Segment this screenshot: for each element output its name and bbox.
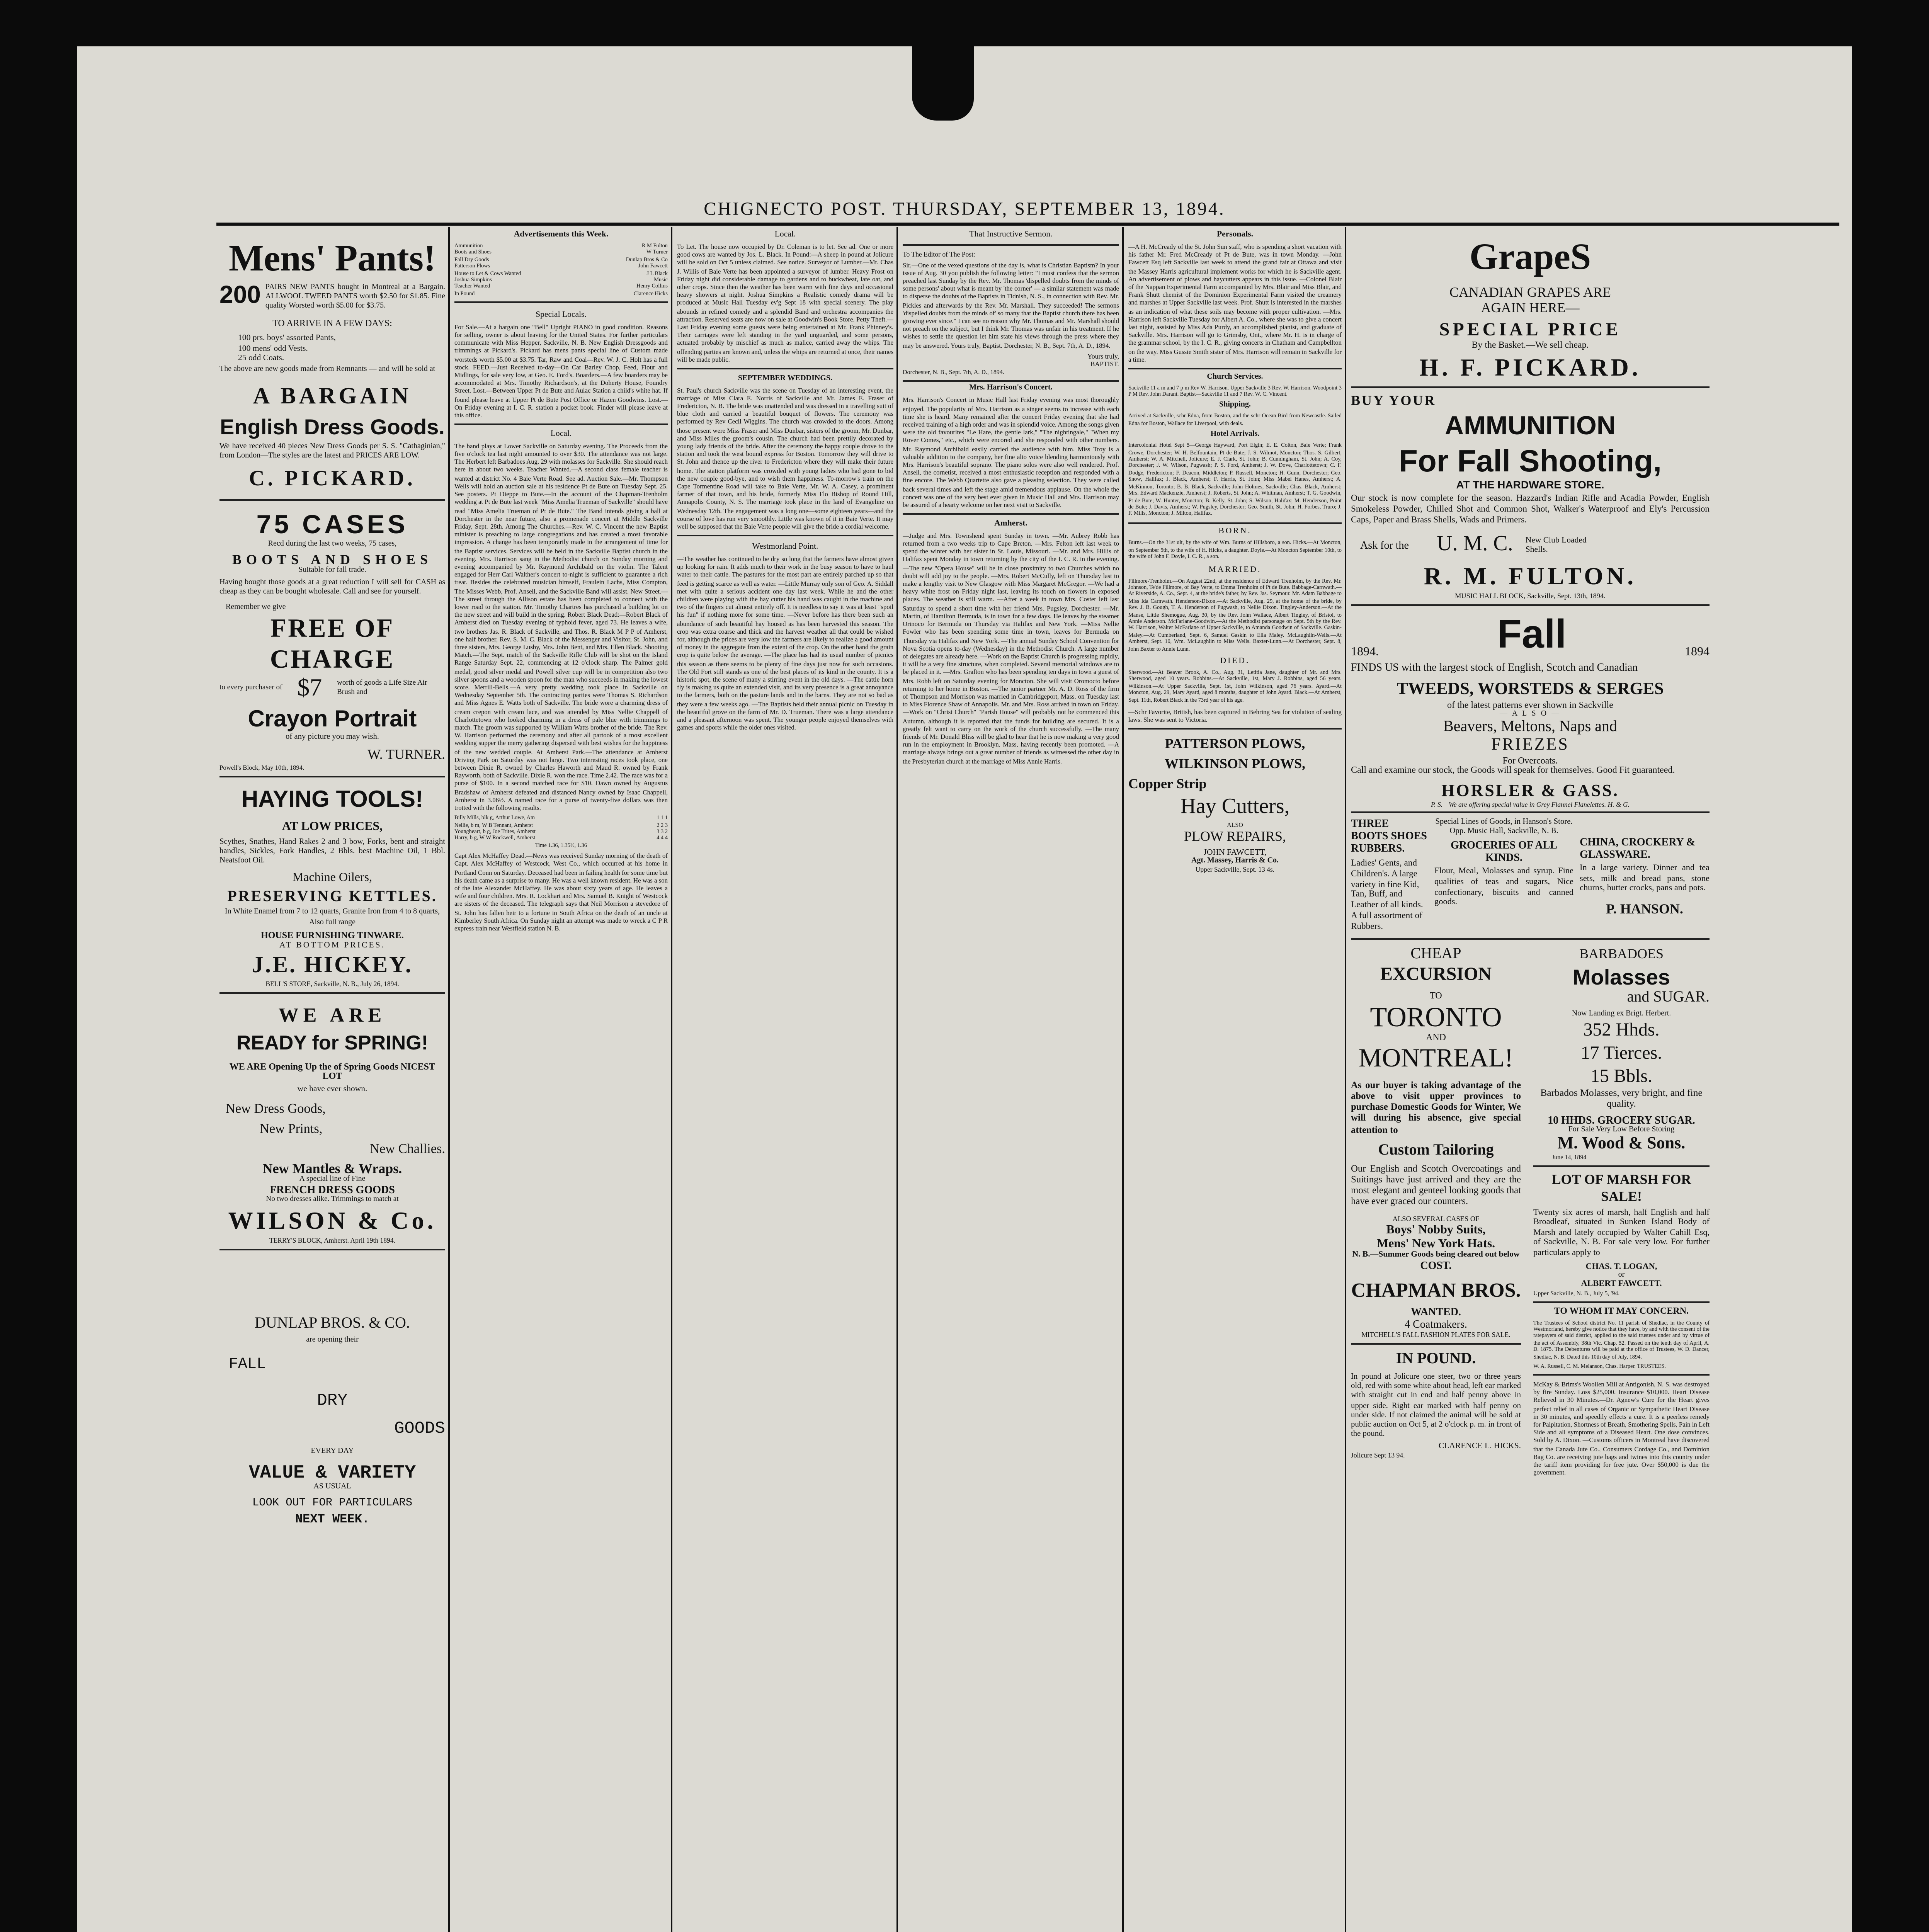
boots-sub: Suitable for fall trade. [298, 566, 366, 575]
ad-advertiser: John Fawcett [638, 263, 668, 269]
local-title: Local. [550, 429, 572, 439]
ever-shown: we have ever shown. [297, 1085, 367, 1094]
ad-name: Joshua Simpkins [454, 277, 492, 283]
local-title: Local. [774, 230, 796, 240]
trustees: W. A. Russell, C. M. Melanson, Chas. Harper. TRUSTEES. [1533, 1363, 1666, 1369]
married-title: MARRIED. [1208, 565, 1262, 575]
pickard-name: C. PICKARD. [249, 468, 416, 491]
special-locals-title: Special Locals. [536, 310, 587, 320]
ads-list [454, 243, 668, 297]
ad-row [454, 284, 668, 291]
custom-tailoring: Custom Tailoring [1378, 1141, 1494, 1159]
race-row [454, 822, 668, 829]
in-pound-title: IN POUND. [1396, 1350, 1476, 1368]
horse-heats: 4 4 4 [657, 835, 668, 842]
copper-strip: Copper Strip [1128, 776, 1207, 792]
arrive-title: TO ARRIVE IN A FEW DAYS: [272, 320, 392, 330]
also-label: — A L S O — [1499, 711, 1561, 719]
race-results [454, 815, 668, 849]
ads-title: Advertisements this Week. [514, 230, 609, 240]
machine-oilers: Machine Oilers, [292, 871, 373, 885]
tailoring-text: Our English and Scotch Overcoatings and Suitings have just arrived and they are the most elegant and genteel looking goods that have ever graced our counters. [1351, 1163, 1521, 1208]
weddings-title: SEPTEMBER WEDDINGS. [738, 375, 833, 383]
kettles-text: In White Enamel from 7 to 12 quarts, Granite Iron from 4 to 8 quarts, Also full range [225, 909, 440, 927]
divider [1533, 1301, 1710, 1302]
cases-sub: Recd during the last two weeks, 75 cases, [268, 540, 397, 548]
wilkinson-plows: WILKINSON PLOWS, [1164, 756, 1306, 772]
ad-advertiser: R M Fulton [641, 243, 668, 249]
toronto-label: TORONTO [1370, 1001, 1502, 1032]
died-title: DIED. [1220, 657, 1250, 667]
church-text: Sackville 11 a m and 7 p m Rev W. Harrison. Upper Sackville 3 Rev. W. Harrison. Woodpoint 3 P M Rev. John Darant. Baptist—Sackville 11 and 7 Rev. W. C. Vincent. [1128, 384, 1342, 398]
divider [219, 775, 445, 777]
hotel-title: Hotel Arrivals. [1210, 432, 1260, 440]
race-row [454, 815, 668, 822]
for-fall-shooting: For Fall Shooting, [1399, 445, 1662, 480]
ad-row [454, 263, 668, 270]
pound-text: In pound at Jolicure one steer, two or three years old, red with some white about head, left ear marked with straight cut in end and half penny above in upper side. Right ear marked with half penny on under side. If not claimed the animal will be sold at public auction on Oct 5, at 2 o'clock p. m. in front of the pound. [1351, 1372, 1521, 1439]
call-examine: Call and examine our stock, the Goods will speak for themselves. Good Fit guaranteed. [1351, 766, 1675, 776]
ad-name: In Pound [454, 290, 475, 297]
boots-text: Having bought those goods at a great reduction I will sell for CASH as cheap as they can be bought wholesale. Call and see for yourself. [219, 579, 445, 596]
tweeds-headline: TWEEDS, WORSTEDS & SERGES [1397, 680, 1664, 699]
hicks-name: CLARENCE L. HICKS. [1438, 1442, 1521, 1452]
china-column [1580, 818, 1710, 933]
new-challies: New Challies. [370, 1141, 445, 1156]
horse-name: Harry, b g, W W Rockwell, Amherst [454, 835, 536, 842]
ad-advertiser: Henry Collins [636, 283, 668, 290]
column-rule [448, 227, 449, 1932]
born-title: BORN. [1218, 527, 1252, 537]
barbadoes: BARBADOES [1579, 945, 1664, 961]
tierces-count: 17 Tierces. [1580, 1041, 1662, 1063]
now-landing: Now Landing ex Brigt. Herbert. [1572, 1010, 1671, 1018]
as-usual: AS USUAL [313, 1484, 351, 1492]
divider [1351, 604, 1710, 605]
signer: BAPTIST. [1090, 360, 1119, 368]
ad-name: Patterson Plows [454, 263, 490, 269]
coatmakers: 4 Coatmakers. [1405, 1318, 1467, 1331]
cost-label: COST. [1420, 1259, 1452, 1272]
sign-date: Dorchester, N. B., Sept. 7th, A. D., 1894. [903, 367, 1004, 376]
ad-advertiser: J L Black [646, 270, 668, 276]
horse-name: Youngheart, b g, Joe Trites, Amherst [454, 828, 536, 835]
to-editor: To The Editor of The Post: [903, 250, 975, 258]
hay-cutters: Hay Cutters, [1180, 796, 1290, 820]
excursion-label: EXCURSION [1380, 962, 1492, 984]
opening-line: WE ARE Opening Up the of Spring Goods NICEST LOT [229, 1063, 435, 1082]
divider [454, 424, 668, 425]
ad-name: Fall Dry Goods [454, 256, 489, 263]
ask-for: Ask for the [1360, 539, 1409, 551]
column-2 [454, 229, 668, 1932]
year-right: 1894 [1684, 644, 1710, 658]
fawcett-name: JOHN FAWCETT, [1203, 849, 1267, 859]
ad-name: Boots and Shoes [454, 249, 492, 256]
column-rule [1345, 227, 1346, 1932]
arrive-item: 25 odd Coats. [238, 354, 284, 364]
wood-date: June 14, 1894 [1552, 1152, 1587, 1160]
horsler-ps: P. S.—We are offering special value in Grey Flannel Flanelettes. H. & G. [1431, 800, 1630, 808]
low-prices: AT LOW PRICES, [282, 819, 383, 833]
value-variety: VALUE & VARIETY [248, 1462, 416, 1484]
column-1 [219, 229, 445, 1932]
shipping-text: Arrived at Sackville, schr Edna, from Boston, and the schr Ocean Bird from Newcastle. Sailed Edna for Boston, Wallace for Liverpool, with deals. [1128, 413, 1342, 427]
divider [1128, 368, 1342, 369]
bargain-headline: A BARGAIN [253, 384, 412, 409]
ad-row [454, 243, 668, 250]
year-left: 1894. [1351, 644, 1379, 658]
look-out: LOOK OUT FOR PARTICULARS [252, 1498, 413, 1510]
for-overcoats: For Overcoats. [1502, 757, 1558, 767]
or-label: or [1618, 1271, 1625, 1279]
horse-name: Billy Mills, blk g, Arthur Lowe, Am [454, 815, 535, 821]
ad-row [454, 256, 668, 263]
weddings-text: St. Paul's church Sackville was the scene on Tuesday of an interesting event, the marriage of Miss Clara E. Norris of Sackville and Mr. James E. Fraser of Fredericton, N. B. The bride was unattended and was dressed in a travelling suit of blue cloth and carried a beautiful bouquet of flowers. The ceremony was performed by Rev Cecil Wiggins. The church was crowded to the doors. Among those present were Miss Fraser and Miss Dunbar, sisters of the groom, Mr. Dunbar, and Miss Miles the groom's cousin. The church had been prettily decorated by young lady friends of the bride. After the ceremony the happy couple drove to the station and took the west bound express for Boston. Tomorrow they will drive to St. John and thence up the river to Fredericton where they will make their future home. The station platform was crowded with young ladies who had gone to bid the new couple good-bye, and to wish them happiness. To-morrow's train on the Cape Tormentine Road will take to Baie Verte, Mr. W. A. Casey, a prominent farmer of that town, and his bride, formerly Miss Flo Bishop of Round Hill, Annapolis County, N. S. The marriage took place in the land of Evangeline on Wednesday 12th. The engagement was a long one—some eighteen years—and the course of love has run very smoothly. Little was known of it in Baie Verte. It may well be supposed that the Baie Verte people will give the bride a cordial welcome. [677, 386, 893, 531]
fall-word: FALL [229, 1357, 266, 1374]
marsh-text: Twenty six acres of marsh, half English and half Broadleaf, situated in Sunken Island Body of Marsh and lately occupied by Walter Cahill Esq, of Sackville, N. B. For sale very low. For further particulars apply to [1533, 1208, 1710, 1258]
haying-tools: HAYING TOOLS! [241, 786, 424, 813]
mitchell-plates: MITCHELL'S FALL FASHION PLATES FOR SALE. [1361, 1330, 1511, 1338]
excursion-ad [1351, 946, 1521, 1477]
personals-title: Personals. [1216, 230, 1253, 240]
column-6 [1351, 229, 1710, 1932]
turner-name: W. TURNER. [367, 746, 445, 762]
new-club: New Club Loaded Shells. [1525, 536, 1587, 554]
ammo-text: Our stock is now complete for the season. Hazzard's Indian Rifle and Acadia Powder, English Smokeless Powder, Chilled Shot and Common Shot, Walker's Waterproof and Ely's Percussion Caps, Paper and Brass Shells, Wads and Primers. [1351, 495, 1710, 526]
hf-pickard: H. F. PICKARD. [1419, 355, 1641, 382]
finds-us: FINDS US with the largest stock of English, Scotch and Canadian [1351, 661, 1638, 674]
marsh-headline: LOT OF MARSH FOR SALE! [1551, 1171, 1691, 1204]
divider [677, 368, 893, 369]
arrive-item: 100 mens' odd Vests. [238, 344, 308, 354]
fulton-name: R. M. FULTON. [1424, 563, 1637, 590]
ad-advertiser: Clarence Hicks [633, 290, 668, 297]
canadian-grapes: CANADIAN GRAPES ARE [1449, 284, 1611, 300]
buy-your: BUY YOUR [1351, 393, 1436, 408]
sermon-text: Sir,—One of the vexed questions of the day is, what is Christian Baptism? In your issue of Aug. 30 you publish the following letter: "I must confess that the sermon preached last Sunday by the Rev. Mr. Thomas 'dispelled doubts from the minds of some persons' about what is meant by 'the corner' — a similar statement was made to disperse the doubts of the Baptists in Tidnish, N. S., in connection with Rev. Mr. Pickles and afterwards by the Rev. Mr. Marshall. They succeeded! The sermons 'dispelled doubts from the minds of' so many that the Baptist church there has been growing ever since." I can see no reason why Mr. Thomas and Mr. Marshall should not preach on the subject, but I think Mr. Thomas was unfair in his treatment. If he wishes to settle the question let him state his views through the press where they may be answered. Yours truly, Baptist. Dorchester, N. B., Sept. 7th, A. D., 1894. [903, 260, 1119, 349]
fawcett-date: Upper Sackville, Sept. 13 4s. [1195, 866, 1275, 874]
right-subcolumn [1533, 946, 1710, 1477]
ammunition-headline: AMMUNITION [1445, 411, 1616, 441]
divider [1533, 1374, 1710, 1375]
wood-sons: M. Wood & Sons. [1557, 1134, 1686, 1153]
race-row [454, 835, 668, 842]
divider [1351, 1343, 1521, 1345]
fall-headline: Fall [1497, 610, 1567, 657]
ad-advertiser: W Turner [646, 249, 668, 256]
and-label: AND [1426, 1033, 1446, 1043]
albert-name: ALBERT FAWCETT. [1581, 1279, 1662, 1288]
bottom-prices: AT BOTTOM PRICES. [279, 941, 385, 951]
beavers: Beavers, Meltons, Naps and [1443, 718, 1617, 736]
patterson-plows: PATTERSON PLOWS, [1165, 736, 1305, 752]
plow-repairs: PLOW REPAIRS, [1184, 829, 1286, 845]
boots-shoes-rubbers: THREE BOOTS SHOES RUBBERS. [1351, 817, 1427, 855]
hickey-name: J.E. HICKEY. [252, 953, 413, 978]
newspaper-page [77, 46, 1852, 1932]
sale-low: For Sale Very Low Before Storing [1568, 1126, 1675, 1134]
molasses: Molasses [1572, 964, 1670, 989]
china-text: In a large variety. Dinner and tea sets, milk and bread pans, stone churns, butter crocks, pans and pots. [1580, 864, 1710, 894]
amherst-title: Amherst. [994, 519, 1027, 529]
preserving-kettles: PRESERVING KETTLES. [227, 889, 437, 906]
mens-pants-headline: Mens' Pants! [229, 240, 436, 280]
hickey-address: BELL'S STORE, Sackville, N. B., July 26, 1894. [265, 980, 399, 988]
to-every: to every purchaser of [219, 685, 282, 693]
boots-column [1351, 818, 1428, 933]
by-basket: By the Basket.—We sell cheap. [1471, 342, 1589, 351]
divider [219, 992, 445, 994]
logan-name: CHAS. T. LOGAN, [1585, 1262, 1657, 1271]
free-of-charge: FREE OF CHARGE [270, 613, 395, 673]
masthead-title: CHIGNECTO POST. THURSDAY, SEPTEMBER 13, 1894. [704, 198, 1225, 219]
goods-word: GOODS [394, 1420, 445, 1439]
french-dress-goods: FRENCH DRESS GOODS [270, 1184, 395, 1196]
umc-label: U. M. C. [1437, 532, 1513, 556]
whom-concern: TO WHOM IT MAY CONCERN. [1554, 1307, 1689, 1316]
dry-word: DRY [317, 1393, 348, 1412]
turner-date: Powell's Block, May 10th, 1894. [219, 763, 304, 771]
crayon-portrait: Crayon Portrait [248, 706, 417, 732]
china-crockery: CHINA, CROCKERY & GLASSWARE. [1580, 836, 1695, 861]
we-are: WE ARE [278, 1003, 386, 1026]
chapman-bros: CHAPMAN BROS. [1351, 1278, 1521, 1301]
column-3 [677, 229, 893, 1932]
hardware-store: AT THE HARDWARE STORE. [1456, 481, 1604, 492]
tinware: HOUSE FURNISHING TINWARE. [261, 932, 404, 941]
marsh-date: Upper Sackville, N. B., July 5, '94. [1533, 1288, 1620, 1296]
concert-text: Mrs. Harrison's Concert in Music Hall last Friday evening was most thoroughly enjoyed. The popularity of Mrs. Harrison as a singer seems to increase with each time she is heard. Many remained after the concert Friday evening that she had received training of a high order and was in splendid voice. Among the songs given were the old favourites "Le Hare, the gentle lark," "The nightingale," "When my Rover Comes," etc., which were encored and she responded with other numbers. Mr. Raymond Archibald easily carried the audience with him. Miss Troy is a valuable addition to the company, her fine alto voice blending harmoniously with Mrs. Harrison's beautiful soprano. The piano solos were also well rendered. Prof. Ansell, the cornetist, received a most enthusiastic reception and responded with a fine encore. The Webb Quartette also gave a pleasing selection. They were called back several times and left the stage amid tremendous applause. On the whole the concert was one of the very best ever given in Music Hall and Mrs. Harrison may be assured of a hearty welcome on her next visit to Sackville. [903, 396, 1119, 509]
divider [1128, 729, 1342, 730]
ad-advertiser: Music [654, 277, 668, 283]
divider [219, 1249, 445, 1251]
amherst-text: —Judge and Mrs. Townshend spent Sunday in town. —Mr. Aubrey Robb has returned from a two weeks trip to Cape Breton. —Mrs. Felton left last week to spend the winter with her sister in St. Louis, Missouri. —Mr. and Mrs. Hillis of Halifax spent Monday in town returning by the city of the I. C. R. in the evening. —The new "Opera House" will be in close proximity to two Churches which no doubt will add joy to the people. —Mrs. Robert McCully, left on Thursday last to make a lengthy visit to New Glasgow with Miss Margaret McGregor. —We had a heavy white frost on Friday night last, leaving its touch on flowers in exposed places. The weather is still warm. —After a week in town Mrs. Coster left last Saturday to spend a short time with her friend Mrs. Pugsley, Dorchester. —Mr. Martin, of Hamilton Bermuda, is in town for a few days. He leaves by the steamer Orinoco for Bermuda on Thursday via Halifax and New York. —Miss Nellie Fowler who has been spending some time in town, leaves for Bermuda on Thursday via Halifax and New York. —The annual Sunday School Convention for Nova Scotia opens to-day (Wednesday) in the Methodist Church. A large number of delegates are already here. —Work on the Baptist Church is progressing rapidly, it will be a very fine structure, when completed. Several memorial windows are to be placed in it. —Mrs. Grafton who has been spending ten days in town a guest of Mrs. Robb left on Saturday evening for Moncton. She will visit Oromocto before returning to her home in Boston. —The junior partner Mr. A. D. Ross of the firm of Thompson and Morrison was married in Cambridgeport, Mass. on Tuesday last to Miss Florence Shaw of Annapolis. Mr. and Mrs. Ross arrived in town on Friday. —Work on "Christ Church" "Parish House" will probably not be commenced this Autumn, although it is reported that the funds for building are secured. It is a greatly felt want to carry on the work of the church successfully. —The many friends of Mr. Donald Bliss will be glad to hear that he is now making a very good run in the employment in Brooklyn, Mass, having recently been promoted. —A marriage always brings out a great number of friends as witnessed the other day in the Presbyterian church at the marriage of Miss Annie Harris. [903, 531, 1119, 765]
also-several: ALSO SEVERAL CASES OF [1392, 1214, 1480, 1222]
born-text: Burns.—On the 31st ult, by the wife of Wm. Burns of Hillsboro, a son. Hicks.—At Moncton, on September 5th, to the wife of H. Hicks, a daughter. Doyle.—At Moncton September 10th, to the wife of John F. Doyle, I. C. R., a son. [1128, 540, 1342, 560]
friezes: FRIEZES [1491, 735, 1569, 754]
whom-text: The Trustees of School district No. 11 parish of Shediac, in the County of Westmorland, hereby give notice that they have, by and with the consent of the ratepayers of said district, applied to the said trustees under and by virtue of the act of Assembly, 38th Vic. Chap. 52. Passed on the tenth day of April, A. D. 1875. The Debentures will be paid at the office of Trustees, W. D. Dancer, Shediac, N. B. Dated this 10th day of July, 1894. [1533, 1319, 1710, 1360]
hanson-name: P. HANSON. [1606, 900, 1683, 916]
capt-text: Capt Alex McHaffey Dead.—News was received Sunday morning of the death of Capt. Alex McHaffey of Westcock, West Co., which occurred at his home in Portland Conn on Saturday. Deceased had been in failing health for some time but his death came as a surprise to many. He was a well known resident. He was a son of the late Alexander McHaffey. He was about sixty years of age. He leaves a wife and four children. Mrs. R. Lockhart and Mrs. Samuel B. Knight of Westcock are sisters of the deceased. The telegraph says that Neil Morrison a stevedore of St. John has fallen heir to a fortune in South Africa on the death of an uncle at Kimberley South Africa. On Sunday night an attempt was made to wreck a C P R express train near Westfield station N. B. [454, 852, 668, 932]
hicks-date: Jolicure Sept 13 94. [1351, 1452, 1405, 1460]
also-label: ALSO [1227, 821, 1243, 829]
divider [1351, 386, 1710, 388]
boots-shoes: BOOTS AND SHOES [232, 551, 433, 567]
cases-headline: 75 CASES [256, 509, 408, 539]
latest-patterns: of the latest patterns ever shown in Sackville [1447, 701, 1613, 711]
ad-row [454, 250, 668, 257]
divider [219, 498, 445, 500]
torn-edge [912, 46, 974, 121]
dress-goods-headline: English Dress Goods. [220, 413, 445, 439]
masthead-rule [216, 223, 1839, 225]
hotel-text: Intercolonial Hotel Sept 5—George Hayward, Port Elgin; E. E. Colton, Baie Verte; Frank Crowe, Dorchester; W. H. Belfountain, Pt de Bute; J. S. Wilmot, Moncton; Thos. S. Gilbert, Amherst; W. A. Mitchell, Jolicure; E. J. Clark, St. John; B. Cunningham, St. John; A. Coy, Dorchester; J. W. Wilson, Pugwash; P. S. Ford, Amherst; J. W. Dove, Charlottetown; C. F. Dodge, Fredericton; F. Deacon, Middleton; P. Russell, Moncton; H. Gunn, Dorchester; Geo. Snow, Halifax; J. Black, Amherst; F. Harris, St. John; Miss Mabel Hanes, Amherst; A. McKinnon, Toronto; B. B. Black, Sackville; John Holmes, Sackville; Chas. Black, Amherst; Mrs. Edward Mackenzie, Amherst; J. Roberts, St. John; A. Whitman, Amherst; T. G. Goodwin, Pt de Bute; W. Hunter, Moncton; B. Kelly, St. John; S. Wilson, Halifax; M. Henderson, Point de Bute; J. Davis, Amherst; W. Pugsley, Dorchester; Geo. Smith, St. John; H. Forbes, Truro; J. F. Mills, Moncton; J. Milton, Halifax. [1128, 442, 1342, 517]
dunlap-name: DUNLAP BROS. & CO. [255, 1315, 410, 1333]
masthead [77, 198, 1852, 221]
fawcett-agent: Agt. Massey, Harris & Co. [1191, 858, 1279, 866]
horse-heats: 2 2 3 [657, 821, 668, 828]
local-text: The band plays at Lower Sackville on Saturday evening. The Proceeds from the five o'clock tea last night amounted to over $30. The attendance was not large. The Herbert left Barbadoes Aug. 29 with molasses for Sackville. She should reach here in about two weeks. Teacher Wanted.—A second class female teacher is wanted at district No. 4 Baie Verte Road. See ad. Auction Sale.—Mr. Thompson Wells will hold an auction sale at his residence Pt de Bute on Tuesday Sept. 25. See posters. Pt Dieppe to Bute.—In the account of the Chapman-Trenholm wedding at Pt de Bute last week "Miss Amelia Trueman of Sackville" should have read "Miss Amelia Trueman of Pt de Bute." The Band intends giving a ball at Dorchester in the near future, also a promenade concert at Middle Sackville Friday, Sept. 28th. Among The Churches.—Rev. W. C. Vincent the new Baptist minister is preaching to large congregations and has created a most favorable impression. A change has been temporarily made in the arrangement of time for the Baptist services. Services will be held in the Sackville Baptist church in the evening. Mrs. Harrison sang in the Methodist church on Sunday morning and evening accompanied by Mr. Raymond Archibald on the violin. The Talent engaged for Herr Carl Walther's concert to-night is sufficient to guarantee a rich treat. Besides the celebrated musician himself, Fraulein Lachs, Miss Compton, The Misses Webb, Prof. Ansell, and the Sackville Band will assist. New Street.—The street through the Allison estate has been completed to connect with the lower road to the station. Mr. Timothy Chartres has purchased a building lot on the new street and will build in the spring. Robert Black Dead:—Robert Black of Amherst died on Tuesday evening of typhoid fever, aged 73. He leaves a wife, two brothers Jas. R. Black of Sackville, and Thos. R. Black M P P of Amherst, one half brother, Rev. S. M. C. Black of the Messenger and Visitor, St. John, and three sisters, Mrs. George Lusby, Mrs. John Bent, and Mrs. Ellen Black. Shooting Match.—The Sept. match of the Sackville Rifle Club will be shot on the Island Range Saturday Sept. 22, commencing at 12 o'clock sharp. The Palmer gold medal, good silver medal and Powell silver cup will be in competition also two silver spoons and a wooden spoon for the man who succeeds in making the lowest score. Merrill-Bells.—A very pretty wedding took place in Sackville on Wednesday September 5th. The contracting parties were Thomas S. Richardson and Miss Agnes E. Watts both of Sackville. The bride wore a charming dress of cream crepon with cream lace, and was attended by Miss Nellie Chappell of Charlottetown who looked charming in a dress of pale blue with trimmings to match. The groom was supported by William Watts brother of the bride. The Rev. W. Harrison performed the ceremony and after all partook of a most excellent wedding supper the merry gathering dispersed with best wishes for the happiness of the new wedded couple. At Amherst Park.—The attendance at Amherst Driving Park on Saturday was not large. Two interesting races took place, one between Dixie R. owned by Charles Haworth and Maud R. owned by Frank Rayworth, both of Sackville. Dixie R. won the race. Time 2.42. The race was for a purse of $100. In a second matched race for $10. Dawn owned by Augustus Bradshaw of Amherst defeated and distanced Nancy owned by Isaac Chappell, Amherst in 3.06½. A named race for a purse of twenty-five dollars was then trotted with the following results. [454, 442, 668, 812]
dress-goods-text: We have received 40 pieces New Dress Goods per S. S. "Cathaginian," from London—The styles are the latest and PRICES ARE LOW. [219, 443, 445, 460]
ready-for-spring: READY for SPRING! [236, 1031, 428, 1054]
any-picture: of any picture you may wish. [285, 732, 379, 742]
local-text: To Let. The house now occupied by Dr. Coleman is to let. See ad. One or more good cows are wanted by Jos. L. Black. In Pound:—A sheep in pound at Jolicure will be sold on Oct 5 unless claimed. See notice. Surveyor of Lumber.—Mr. Chas J. Willis of Baie Verte has been appointed a surveyor of lumber. Heavy Frost on Friday night did considerable damage to gardens and to buckwheat, late oat, and other crops. Since then the weather has been warm with fine days and occasional heavy showers at night. Joshua Simpkins a Realistic comedy drama will be produced at Music Hall Tuesday ev'g Sept 18 with special scenery. The play abounds in refined comedy and a splendid Band and orchestra accompanies the attraction. Reserved seats are now on sale at Goodwin's Book Store. Petty Theft.—Last Friday evening some guests were being entertained at Mr. Frank Phinney's. Their carriages were left standing in the yard unguarded, and some persons, actuated probably by mischief as much as malice, carried away the whips. The offending parties are known and, unless the whips are returned at once, their names will be made public. [677, 243, 893, 363]
ad-name: Teacher Wanted [454, 283, 490, 290]
next-week: NEXT WEEK. [295, 1513, 369, 1527]
hanson-ad [1351, 818, 1710, 933]
ad-name: House to Let & Cows Wanted [454, 270, 521, 276]
divider [1128, 522, 1342, 523]
seven-dollars: $7 [297, 675, 322, 701]
divider [1351, 811, 1710, 813]
mens-hats: Mens' New York Hats. [1376, 1236, 1495, 1250]
column-rule [1122, 227, 1123, 1932]
to-label: TO [1430, 992, 1442, 1001]
arrive-item: 100 prs. boys' assorted Pants, [238, 334, 336, 344]
personals-text: —A H. McCready of the St. John Sun staff, who is spending a short vacation with his father Mr. Fred McCready of Pt de Bute, was in town Monday. —John Fawcett Esq left Sackville last week to attend the grand fair at Ottawa and visit the Massey Harris agricultural implement works for which he is Sackville agent. An advertisement of plows and haycutters appears in this issue. —Colonel Blair of the Nappan Experimental Farm accompanied by Mrs. Blair and Miss Blair, and Frank Shutt chemist of the Dominion Experimental Farm visited the creamery and marshes at Upper Sackville last week. Prof. Shutt is interested in the marshes as an indication of what these soils may become with proper cultivation. —Mrs. Harrison left Sackville Tuesday for Albert A. Co., where she was to give a concert last night, assisted by Miss Ada Purdy, an accomplished pianist, and graduate of Sackville. Mrs. Harrison will go to Grimsby, Ont., where Mr. H. is in charge of the grammar school, by the I. C. R., giving concerts in Chatham and Campbellton on the way. Miss Gussie Smith sister of Mrs. Harrison will remain in Sackville for a time. [1128, 243, 1342, 363]
grocery-sugar: 10 HHDS. GROCERY SUGAR. [1548, 1114, 1695, 1126]
column-rule [896, 227, 898, 1932]
every-day: EVERY DAY [311, 1448, 354, 1456]
race-row [454, 828, 668, 835]
schr-text: —Schr Favorite, British, has been captured in Behring Sea for violation of sealing laws. She was sent to Victoria. [1128, 708, 1342, 724]
column-4 [903, 229, 1119, 1932]
westmorland-text: —The weather has continued to be dry so long that the farmers have almost given up looking for rain. It adds much to their work in the busy season to have to haul water to their cattle. The pastures for the most part are entirely parched up so that feed is getting scarce as well as water. —Little Murray only son of Geo. A. Siddall met with quite a serious accident one day last week. While he and the other children were playing with the hay cutter his hand was caught in the machine and two of the fingers cut almost entirely off. It is needless to say it was at least "spoil his fun" if nothing more for some time. —Never before has there been such an abundance of such beautiful hay housed as has been harvested this season. The crop was extra coarse and thick and the harvest weather all that could be wished for, although the prices are very low the farmers are likely to realize a good amount of money in the aggregate from the extent of the crop. On the other hand the grain crop is quite below the average. —The place has had its usual number of picnics this season as there seems to be plenty of fine days just now for such occasions. The Old Fort still stands as one of the best places of its kind in the county. It is a historic spot, the scene of many a stirring event in the old days. —The cattle horn fly is making us quite an extended visit, and its very presence is a great annoyance to the farmers, both on the pasture lands and in the barns. They are not so bad as they were a few weeks ago. —The Baptists held their annual picnic on Tuesday in the beautiful grove on the farm of Mr. D. Trueman. There was a large attendance and a pleasant afternoon was spent. The younger people enjoyed themselves with games and sports while the older ones visited. [677, 554, 893, 731]
arrive-note: The above are new goods made from Remnants — and will be sold at [219, 366, 435, 374]
no-two-dresses: No two dresses alike. Trimmings to match at [266, 1196, 399, 1204]
horse-heats: 1 1 1 [657, 815, 668, 821]
again-here: AGAIN HERE— [1481, 300, 1580, 315]
race-time: Time 1.36, 1.35½, 1.36 [535, 842, 587, 849]
grapes-headline: GrapeS [1469, 238, 1591, 278]
divider [1533, 1165, 1710, 1166]
haying-text: Scythes, Snathes, Hand Rakes 2 and 3 bow, Forks, bent and straight handles, Sickles, Fork Handles, 2 Bbls. best Machine Oil, 1 Bbl. Neatsfoot Oil. [219, 837, 445, 866]
ad-advertiser: Dunlap Bros & Co [626, 256, 668, 263]
sermon-title: That Instructive Sermon. [969, 230, 1053, 240]
ad-row [454, 290, 668, 297]
groceries-column [1434, 818, 1573, 933]
shipping-title: Shipping. [1219, 402, 1251, 410]
new-dress-goods: New Dress Goods, [226, 1100, 326, 1116]
horse-heats: 3 3 2 [657, 828, 668, 835]
groceries-text: Flour, Meal, Molasses and syrup. Fine qualities of teas and sugars, Nice confectionary, biscuits and canned goods. [1434, 867, 1573, 908]
died-text: Sherwood.—At Beaver Brook, A. Co., Aug. 31, Letitia Jane, daughter of Mr. and Mrs. Sherwood, aged 10 years. Robbins.—At Sackville, 1st, Mary J. Robbins, aged 56 years. Wilkinson.—At Upper Sackville, Sept. 1st, John Wilkinson, aged 76 years. Ayard.—At Moncton, Aug. 29, Mary Ayard, aged 8 months, daughter of John Ayard. Black.—At Amherst, Sept. 11th, Robert Black in the 73rd year of his age. [1128, 669, 1342, 703]
ad-name: Ammunition [454, 243, 483, 249]
column-rule [671, 227, 672, 1932]
wanted-label: WANTED. [1411, 1306, 1461, 1318]
ad-row [454, 277, 668, 284]
pants-text: PAIRS NEW PANTS bought in Montreal at a Bargain. ALLWOOL TWEED PANTS worth $2.50 for $1.85. Fine quality Worsted worth $5.00 for $3.75. [265, 284, 445, 310]
divider [454, 302, 668, 303]
divider [677, 535, 893, 536]
divider [903, 244, 1119, 245]
summer-goods: N. B.—Summer Goods being cleared out below [1352, 1250, 1520, 1259]
barb-text: Barbados Molasses, very bright, and fine quality. [1540, 1087, 1703, 1110]
pants-count: 200 [219, 283, 261, 309]
divider [1351, 937, 1710, 939]
special-line: A special line of Fine [299, 1176, 366, 1184]
wilson-name: WILSON & Co. [228, 1209, 437, 1235]
remember-text: Remember we give [226, 604, 286, 612]
westmorland-title: Westmorland Point. [752, 542, 818, 552]
cheap-label: CHEAP [1410, 945, 1461, 963]
special-locals-text: For Sale.—At a bargain one "Bell" Upright PIANO in good condition. Reasons for selling, owner is about leaving for the United States. For further particulars communicate with Miss Hepper, Sackville, N. B. New English Dressgoods and trimmings at Pickard's. Pickard has mens pants special line of Custom made worsteds worth $5.00 at $3.75. Tar, Raw and Coal—Rev. W. J. C. Holt has a full stock. FEED.—Just Received to-day—On Car Barley Chop, Feed, Flour and Midlings, for sale very low, at Geo. E. Ford's. Boarders.—A few boarders may be accommodated at Mrs. Timothy Richardson's, at the Doherty House, Foundry Street. Lost.—Between Upper Pt de Bute and Aulac Station a child's white hat. If found please leave at Upper Pt de Bute Post Office or Hazen Goodwins. Lost.—On Friday evening at I. C. R. station a pocket book. Finder will please leave at this office. [454, 323, 668, 419]
and-sugar: and SUGAR. [1627, 988, 1710, 1006]
bbls-count: 15 Bbls. [1590, 1064, 1652, 1086]
married-text: Fillmore-Trenholm.—On August 22nd, at the residence of Edward Trenholm, by the Rev. Mr. Johnson, Te'de Fillmore, of Bay Verte, to Emma Trenholm of Pt de Bute. Babbage-Carnwath.—At Riverside, A. Co., Sept. 4, at the bride's father, by Rev. Jas. Seymour. Mr. Adam Babbage to Miss Ida Carnwath. Henderson-Dixon.—At Sackville, Aug. 29, at the home of the bride, by Rev. J. B. Gough, T. A. Henderson of Pugwash, to Nellie Dixon. Tingley-Anderson.—At the Manse, Little Shemogue, Aug. 30, by the Rev. John Wallace, Albert Tingley, of Bristol, to Annie Anderson. McFarlane-Goodwin.—At the Methodist parsonage on Sept. 5th by the Rev. W. Harrison, Walter McFarlane of Upper Sackville, to Amanda Goodwin of Sackville. Gaskin-Maley.—At Cumberland, Sept. 6, Samuel Gaskin to Ella Maley. McLaughlin-Wells.—At Amherst, Sept. 10, Wm. McLaughlin to Miss Wells. Baxter-Lunn.—At Dorchester, Sept. 8, John Baxter to Annie Lunn. [1128, 577, 1342, 652]
church-title: Church Services. [1207, 373, 1263, 381]
concert-title: Mrs. Harrison's Concert. [969, 385, 1053, 393]
horse-name: Nellie, b m, W B Tennant, Amherst [454, 821, 533, 828]
column-5 [1128, 229, 1342, 1932]
mantles-wraps: New Mantles & Wraps. [262, 1161, 402, 1176]
hhds-count: 352 Hhds. [1583, 1018, 1660, 1040]
fulton-address: MUSIC HALL BLOCK, Sackville, Sept. 13th, 1894. [1455, 591, 1606, 599]
boys-suits: Boys' Nobby Suits, [1386, 1222, 1486, 1236]
ad-row [454, 270, 668, 277]
buyer-text: As our buyer is taking advantage of the above to visit upper provinces to purchase Domestic Goods for Winter, We will during his absence, give special attention to [1351, 1080, 1521, 1136]
worth-text: worth of goods a Life Size Air Brush and [337, 680, 427, 697]
signed: Yours truly, [1087, 352, 1119, 360]
wilson-address: TERRY'S BLOCK, Amherst. April 19th 1894. [269, 1236, 396, 1244]
new-prints: New Prints, [260, 1121, 323, 1136]
horsler-gass: HORSLER & GASS. [1441, 782, 1619, 801]
dunlap-sub: are opening their [306, 1337, 359, 1345]
news-text: McKay & Brims's Woollen Mill at Antigonish, N. S. was destroyed by fire Sunday. Loss $25,000. Insurance $10,000. Heart Disease Relieved in 30 Minutes.—Dr. Agnew's Cure for the Heart gives perfect relief in all cases of Organic or Sympathetic Heart Disease in 30 minutes, and speedily effects a cure. It is a peerless remedy for Palpitation, Shortness of Breath, Smothering Spells, Pain in Left Side and all symptoms of a Diseased Heart. One dose convinces. Sold by A. Dixon. —Customs officers in Montreal have discovered that the Canada Jute Co., Consumers Cordage Co., and Dominion Bag Co. are receiving jute bags and twines into this country under the tariff item providing for free jute. Over $50,000 is due the government. [1533, 1380, 1710, 1476]
divider [903, 380, 1119, 381]
ladies-text: Ladies' Gents, and Children's. A large variety in fine Kid, Tan, Buff, and Leather of all kinds. A full assortment of Rubbers. [1351, 859, 1423, 932]
special-price: SPECIAL PRICE [1439, 318, 1621, 340]
special-lines: Special Lines of Goods, in Hanson's Store. Opp. Music Hall, Sackville, N. B. [1435, 817, 1573, 837]
montreal-label: MONTREAL! [1358, 1043, 1514, 1072]
groceries: GROCERIES OF ALL KINDS. [1451, 840, 1557, 865]
